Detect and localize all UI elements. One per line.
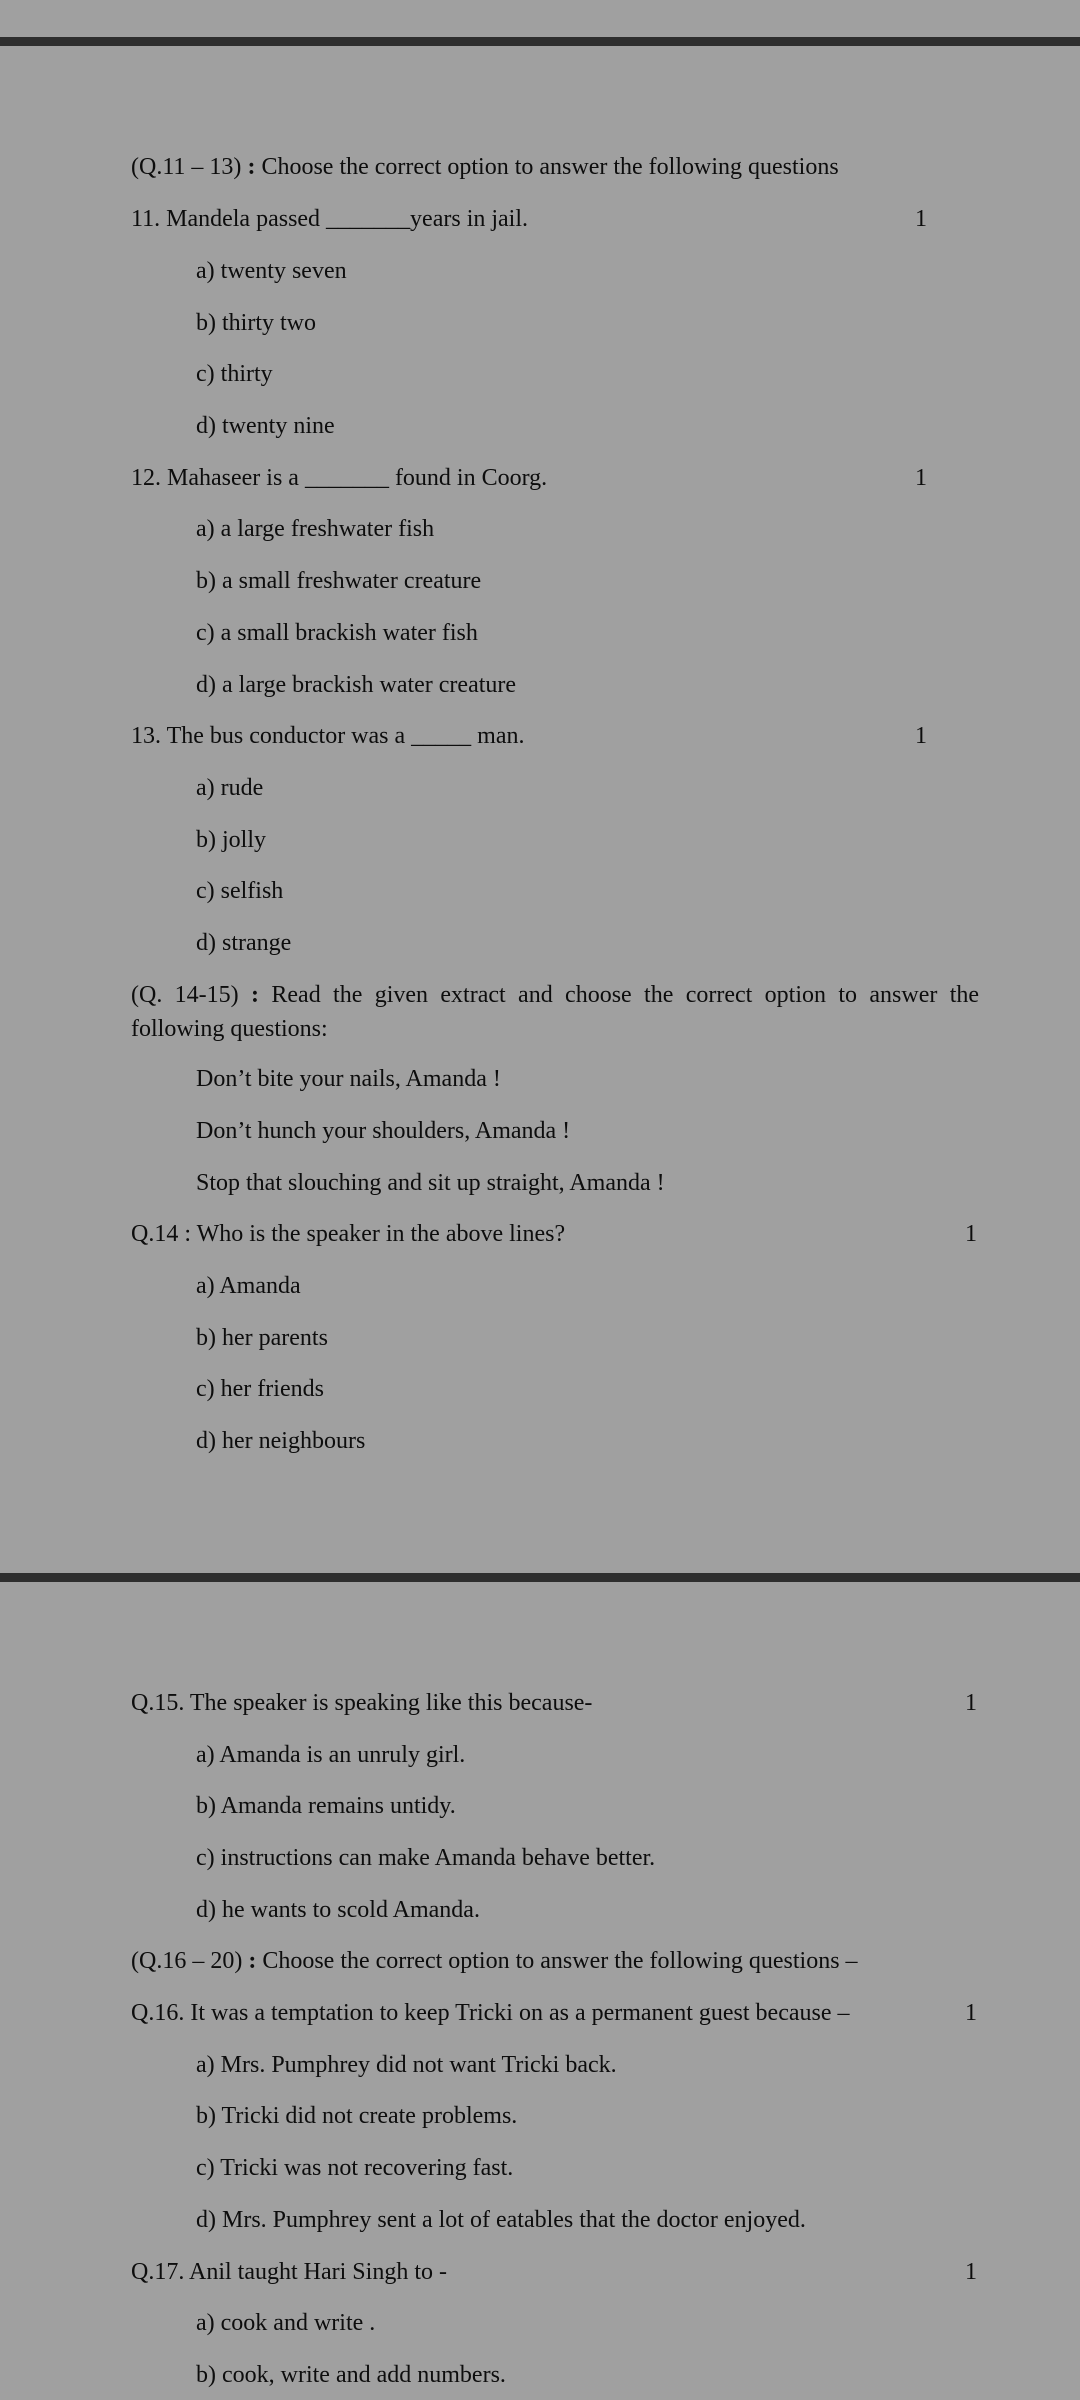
question-17: Q.17. Anil taught Hari Singh to - [131,2259,447,2285]
section-heading-q11-13: (Q.11 – 13) : Choose the correct option to answer the following questions [131,154,839,180]
option-q16-c: c) Tricki was not recovering fast. [196,2155,514,2181]
option-q12-c: c) a small brackish water fish [196,620,478,646]
option-q14-a: a) Amanda [196,1273,301,1299]
page-break-divider [0,1573,1080,1582]
option-q15-b: b) Amanda remains untidy. [196,1793,456,1819]
question-11: 11. Mandela passed _______years in jail. [131,206,529,232]
option-q17-b: b) cook, write and add numbers. [196,2362,506,2388]
option-q11-b: b) thirty two [196,310,316,336]
question-12: 12. Mahaseer is a _______ found in Coorg. [131,465,548,491]
option-q13-d: d) strange [196,930,292,956]
question-14: Q.14 : Who is the speaker in the above lines? [131,1221,566,1247]
option-q15-c: c) instructions can make Amanda behave better. [196,1845,656,1871]
option-q16-b: b) Tricki did not create problems. [196,2103,518,2129]
option-q12-b: b) a small freshwater creature [196,568,482,594]
option-q14-b: b) her parents [196,1325,328,1351]
option-q14-d: d) her neighbours [196,1428,366,1454]
option-q17-a: a) cook and write . [196,2310,376,2336]
question-13: 13. The bus conductor was a _____ man. [131,723,525,749]
extract-line-2: Don’t hunch your shoulders, Amanda ! [196,1118,571,1144]
option-q15-d: d) he wants to scold Amanda. [196,1897,480,1923]
option-q13-c: c) selfish [196,878,284,904]
marks-q17: 1 [965,2259,977,2285]
page-top-divider [0,37,1080,46]
option-q16-a: a) Mrs. Pumphrey did not want Tricki back. [196,2052,617,2078]
extract-line-1: Don’t bite your nails, Amanda ! [196,1066,501,1092]
option-q14-c: c) her friends [196,1376,324,1402]
extract-line-3: Stop that slouching and sit up straight, Amanda ! [196,1170,665,1196]
question-15: Q.15. The speaker is speaking like this because- [131,1690,593,1716]
question-16: Q.16. It was a temptation to keep Tricki on as a permanent guest because – [131,2000,850,2026]
option-q13-a: a) rude [196,775,264,801]
marks-q15: 1 [965,1690,977,1716]
option-q11-a: a) twenty seven [196,258,347,284]
option-q11-c: c) thirty [196,361,273,387]
option-q16-d: d) Mrs. Pumphrey sent a lot of eatables that the doctor enjoyed. [196,2207,806,2233]
option-q15-a: a) Amanda is an unruly girl. [196,1742,466,1768]
marks-q11: 1 [915,206,927,232]
marks-q12: 1 [915,465,927,491]
option-q11-d: d) twenty nine [196,413,335,439]
option-q12-a: a) a large freshwater fish [196,516,435,542]
option-q13-b: b) jolly [196,827,266,853]
section-heading-q16-20: (Q.16 – 20) : Choose the correct option to answer the following questions – [131,1948,858,1974]
marks-q14: 1 [965,1221,977,1247]
section-heading-q14-15: (Q. 14-15) : Read the given extract and choose the correct option to answer the following questions: [131,982,980,1042]
marks-q16: 1 [965,2000,977,2026]
marks-q13: 1 [915,723,927,749]
option-q12-d: d) a large brackish water creature [196,672,517,698]
